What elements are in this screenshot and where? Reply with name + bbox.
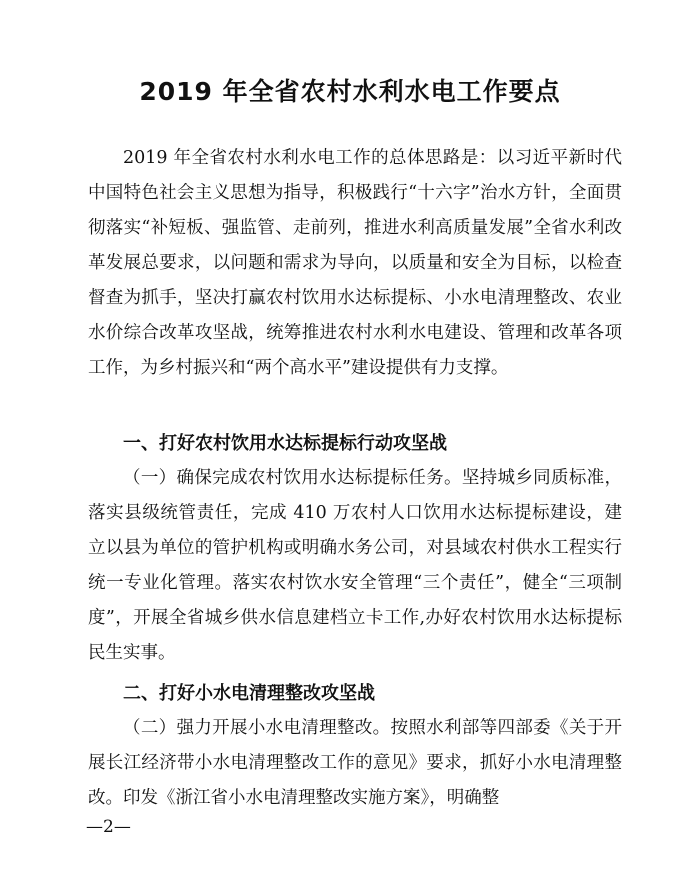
section-heading-2: 二、打好小水电清理整改攻坚战: [123, 683, 375, 704]
section-2-paragraph: （二）强力开展小水电清理整改。按照水利部等四部委《关于开展长江经济带小水电清理整改工作的意见》要求，抓好小水电清理整改。印发《浙江省小水电清理整改实施方案》，明确整: [88, 718, 622, 808]
intro-paragraph: 2019 年全省农村水利水电工作的总体思路是：以习近平新时代中国特色社会主义思想为指导，积极践行“十六字”治水方针，全面贯彻落实“补短板、强监管、走前列，推进水利高质量发展”全省水利改革发展总要求，以问题和需求为导向，以质量和安全为目标，以检查督查为抓手，坚决打赢农村饮用水达标提标、小水电清理整改、农业水价综合改革攻坚战，统筹推进农村水利水电建设、管理和改革各项工作，为乡村振兴和“两个高水平”建设提供有力支撑。: [88, 148, 622, 378]
page-number: —2—: [86, 817, 131, 837]
section-1-paragraph: （一）确保完成农村饮用水达标提标任务。坚持城乡同质标准，落实县级统管责任，完成 410 万农村人口饮用水达标提标建设，建立以县为单位的管护机构或明确水务公司，对县域农村供水工程实行统一专业化管理。落实农村饮水安全管理“三个责任”，健全“三项制度”，开展全省城乡供水信息建档立卡工作,办好农村饮用水达标提标民生实事。: [88, 468, 622, 663]
document-title: 2019 年全省农村水利水电工作要点: [139, 77, 561, 106]
section-heading-1: 一、打好农村饮用水达标提标行动攻坚战: [123, 433, 447, 454]
